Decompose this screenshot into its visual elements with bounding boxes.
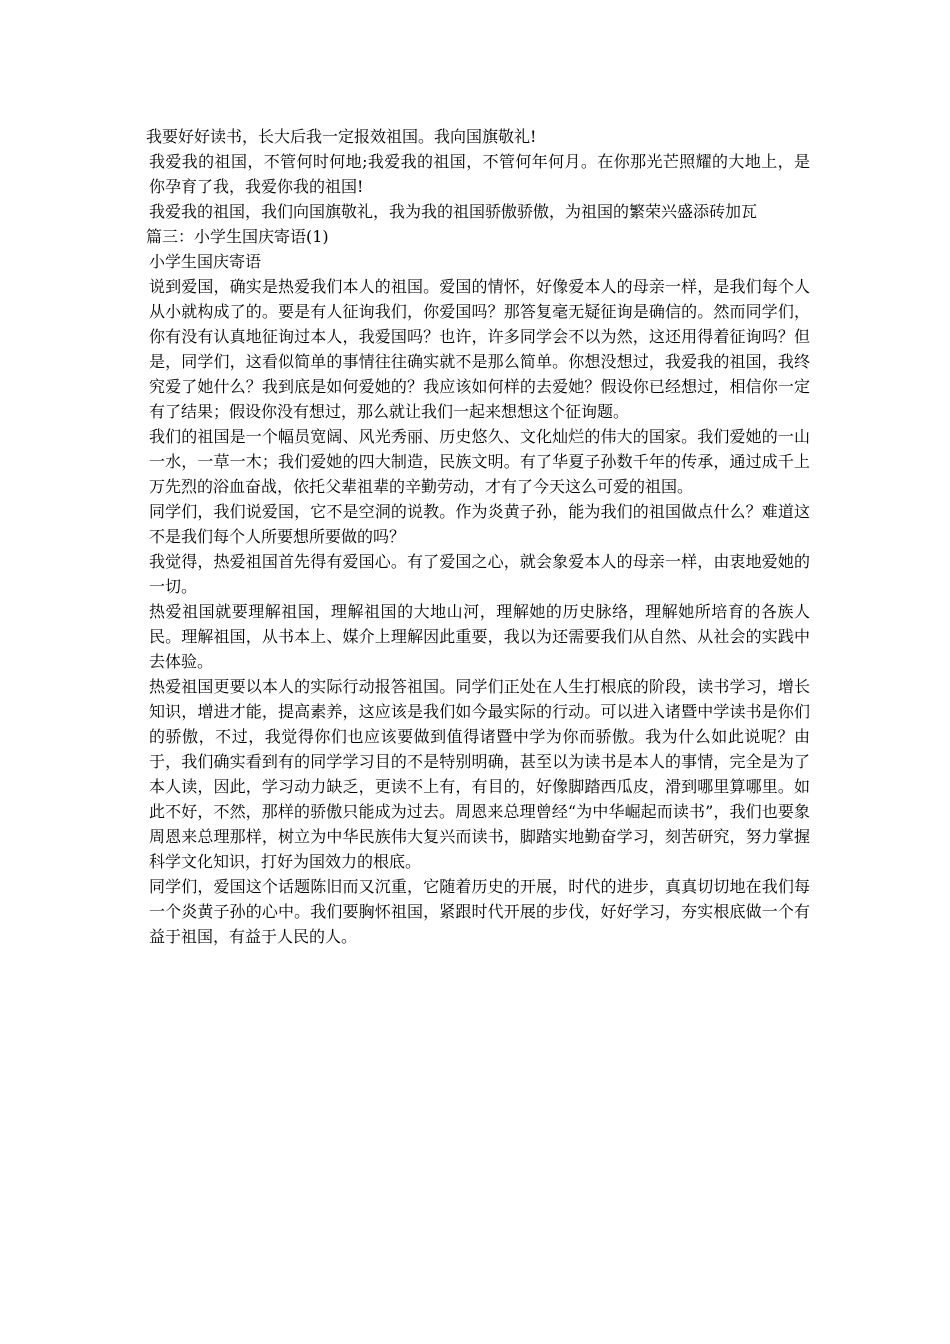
paragraph-2: 我爱我的祖国，不管何时何地;我爱我的祖国，不管何年何月。在你那光芒照耀的大地上，是你孕育了我，我爱你我的祖国!: [149, 152, 810, 196]
paragraph-6: 说到爱国，确实是热爱我们本人的祖国。爱国的情怀，好像爱本人的母亲一样，是我们每个人从小就构成了的。要是有人征询我们，你爱国吗？那答复毫无疑征询是确信的。然而同学们，你有没有认真地征询过本人，我爱国吗？也许，许多同学会不以为然，这还用得着征询吗？但是，同学们，这看似简单的事情往往确实就不是那么简单。你想没想过，我爱我的祖国，我终究爱了她什么？我到底是如何爱她的？我应该如何样的去爱她？假设你已经想过，相信你一定有了结果；假设你没有想过，那么就让我们一起来想想这个征询题。: [149, 277, 810, 421]
paragraph-1: 我要好好读书，长大后我一定报效祖国。我向国旗敬礼!: [146, 127, 537, 146]
document-body: [146, 124, 810, 949]
paragraph-3: 我爱我的祖国，我们向国旗敬礼，我为我的祖国骄傲骄傲，为祖国的繁荣兴盛添砖加瓦: [149, 202, 758, 221]
paragraph-9: 我觉得，热爱祖国首先得有爱国心。有了爱国之心，就会象爱本人的母亲一样，由衷地爱她的一切。: [149, 552, 810, 596]
paragraph-8: 同学们，我们说爱国，它不是空洞的说教。作为炎黄子孙，能为我们的祖国做点什么？难道这不是我们每个人所要想所要做的吗？: [149, 502, 810, 546]
section-heading: 篇三：小学生国庆寄语(1): [146, 227, 329, 246]
paragraph-7: 我们的祖国是一个幅员宽阔、风光秀丽、历史悠久、文化灿烂的伟大的国家。我们爱她的一山一水，一草一木；我们爱她的四大制造，民族文明。有了华夏子孙数千年的传承，通过成千上万先烈的浴血奋战，依托父辈祖辈的辛勤劳动，才有了今天这么可爱的祖国。: [149, 427, 810, 496]
paragraph-12: 同学们，爱国这个话题陈旧而又沉重，它随着历史的开展，时代的进步，真真切切地在我们每一个炎黄子孙的心中。我们要胸怀祖国，紧跟时代开展的步伐，好好学习，夯实根底做一个有益于祖国，有益于人民的人。: [149, 877, 810, 946]
paragraph-10: 热爱祖国就要理解祖国，理解祖国的大地山河，理解她的历史脉络，理解她所培育的各族人民。理解祖国，从书本上、媒介上理解因此重要，我以为还需要我们从自然、从社会的实践中去体验。: [149, 602, 810, 671]
section-subtitle: 小学生国庆寄语: [149, 252, 262, 271]
paragraph-11: 热爱祖国更要以本人的实际行动报答祖国。同学们正处在人生打根底的阶段，读书学习，增长知识，增进才能，提高素养，这应该是我们如今最实际的行动。可以进入诸暨中学读书是你们的骄傲，不过，我觉得你们也应该要做到值得诸暨中学为你而骄傲。我为什么如此说呢？由于，我们确实看到有的同学学习目的不是特别明确，甚至以为读书是本人的事情，完全是为了本人读，因此，学习动力缺乏，更读不上有，有目的，好像脚踏西瓜皮，滑到哪里算哪里。如此不好，不然，那样的骄傲只能成为过去。周恩来总理曾经“为中华崛起而读书”，我们也要象周恩来总理那样，树立为中华民族伟大复兴而读书，脚踏实地勤奋学习，刻苦研究，努力掌握科学文化知识，打好为国效力的根底。: [149, 677, 810, 871]
